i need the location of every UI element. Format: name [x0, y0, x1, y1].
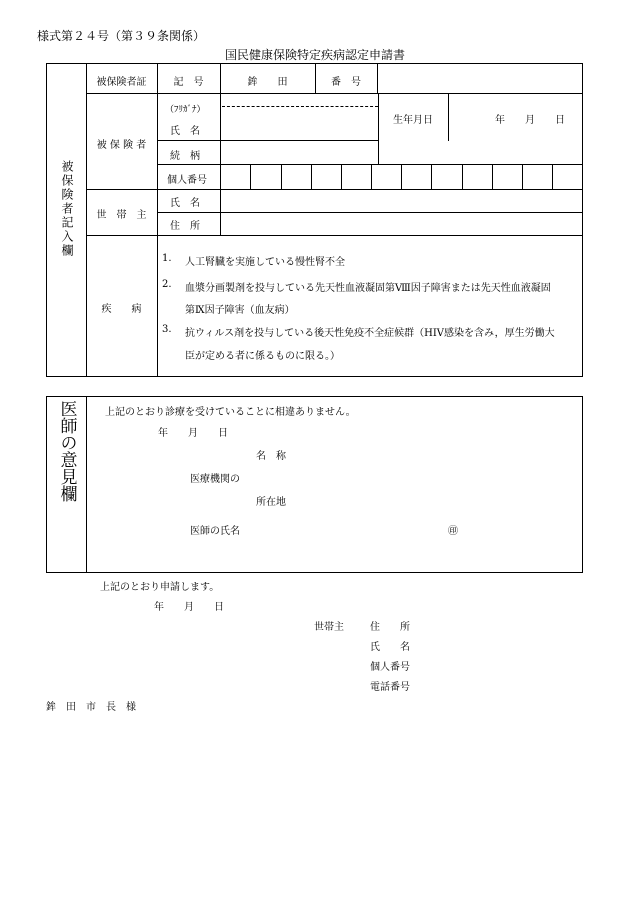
seal-mark: ㊞: [448, 526, 458, 537]
form-number: 様式第２４号（第３９条関係）: [37, 29, 206, 43]
doctor-side-label: 医師の意見欄: [56, 400, 77, 502]
disease-text-cont: 第Ⅸ因子障害（血友病）: [185, 305, 295, 316]
birth-format: 年 月 日: [495, 115, 565, 126]
disease-label: 疾 病: [101, 304, 142, 315]
card-label: 被保険者証: [96, 77, 147, 88]
application-statement: 上記のとおり申請します。: [100, 582, 220, 593]
doctor-date: 年 月 日: [158, 428, 228, 439]
hh-address-label: 住 所: [170, 221, 200, 232]
disease-text: 血漿分画製剤を投与している先天性血液凝固第Ⅷ因子障害または先天性血液凝固: [185, 283, 551, 294]
applicant-address-label: 住 所: [370, 622, 410, 633]
bango-label: 番 号: [331, 77, 361, 88]
bango-field[interactable]: [378, 64, 582, 93]
birth-label: 生年月日: [393, 115, 433, 126]
hh-name-field[interactable]: [221, 190, 582, 212]
name-label: 氏 名: [170, 126, 200, 137]
insured-side-label: 被保険者記入欄: [60, 160, 74, 258]
doctor-statement: 上記のとおり診療を受けていることに相違ありません。: [105, 407, 356, 418]
relation-field[interactable]: [221, 141, 378, 164]
disease-num: 1.: [162, 253, 172, 264]
household-label: 世 帯 主: [96, 210, 147, 221]
doctor-name-label: 医師の氏名: [190, 526, 240, 537]
hh-address-field[interactable]: [221, 213, 582, 235]
disease-text: 抗ウィルス剤を投与している後天性免疫不全症候群（HIV感染を含み，厚生労働大: [185, 328, 555, 339]
inst-address-label: 所在地: [256, 497, 286, 508]
applicant-mynumber-label: 個人番号: [370, 662, 410, 673]
kigo-label: 記 号: [173, 77, 204, 88]
relation-label: 続 柄: [170, 151, 200, 162]
hh-name-label: 氏 名: [170, 198, 200, 209]
applicant-name-label: 氏 名: [370, 642, 410, 653]
kigo-value: 鉾 田: [247, 77, 288, 88]
householder-label: 世帯主: [314, 622, 344, 633]
insured-label: 被 保 険 者: [96, 140, 147, 151]
application-date: 年 月 日: [154, 602, 224, 613]
mynumber-label: 個人番号: [167, 175, 207, 186]
applicant-phone-label: 電話番号: [370, 682, 410, 693]
furigana-label: （ﾌﾘｶﾞﾅ）: [165, 105, 206, 115]
disease-num: 2.: [162, 279, 172, 290]
disease-text-cont: 臣が定める者に係るものに限る。）: [185, 351, 340, 362]
disease-num: 3.: [162, 324, 172, 335]
form-title: 国民健康保険特定疾病認定申請書: [224, 48, 405, 62]
inst-prefix: 医療機関の: [190, 474, 240, 485]
disease-text: 人工腎臓を実施している慢性腎不全: [185, 257, 345, 268]
inst-name-label: 名 称: [256, 451, 286, 462]
name-field[interactable]: [221, 108, 378, 140]
addressee: 鉾 田 市 長 様: [46, 702, 136, 713]
